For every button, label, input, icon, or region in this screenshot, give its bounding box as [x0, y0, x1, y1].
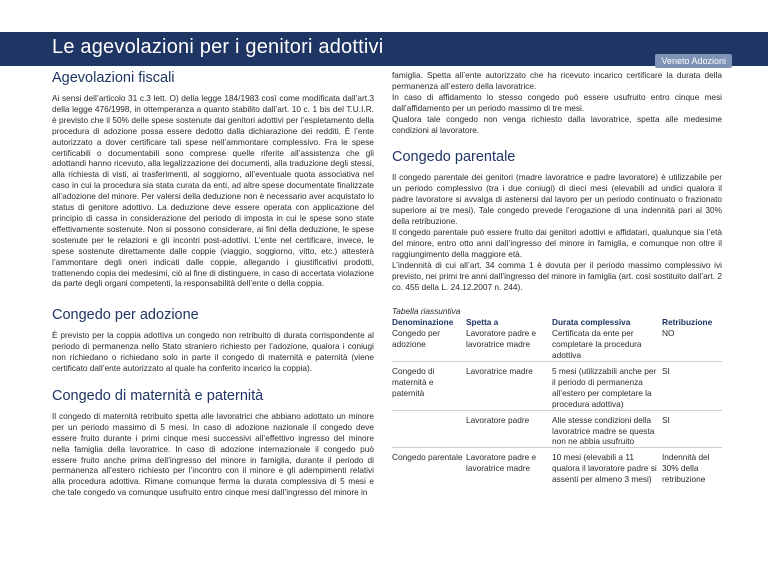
table-cell	[392, 410, 466, 448]
table-cell: Lavoratrice madre	[466, 362, 552, 411]
table-cell: Lavoratore padre	[466, 410, 552, 448]
table-cell: NO	[662, 328, 675, 339]
table-cell: Lavoratore padre e lavoratrice madre	[466, 448, 552, 485]
table-cell: Congedo parentale	[392, 448, 466, 485]
heading-congedo-parentale: Congedo parentale	[392, 149, 516, 166]
paragraph-agevolazioni-fiscali: Ai sensi dell’articolo 31 c.3 lett. O) della legge 184/1983 così come modificata dall’art.3 della legge 476/1998, in ottemperanza a quanto stabilito dall’art. 10 c. 1 bis del T.U.I.R. è previsto che il 50% delle spese sostenute dai genitori adottivi per l’espletamento della procedura di adozione possa essere dedotto dalla dichiarazione dei redditi. È l’ente autorizzato a dover certificare tali spese nell’ammontare complessivo. Fra le spese certificabili o documentabili sono comprese quelle riferite all’assistenza che gli adottandi hanno ricevuto, alla legalizzazione dei documenti, alla traduzione degli stessi, alla richiesta di visti, ai trasferimenti, al soggiorno, all’eventuale quota associativa nel caso in cui la procedura sia stata curata da enti, ad altre spese documentate finalizzate all’adozione del minore. Per valersi della deduzione non è necessario aver acquistato lo status di genitore adottivo. La deduzione deve essere operata con applicazione del principio di cassa in considerazione del periodo di imposta in cui le spese sono state effettivamente sostenute. Non si possono considerare, ai fini della deduzione, le spese sostenute per le relazioni e gli incontri post-adottivi. L’ente nel certificare, invece, le spese sostenute direttamente dalle coppie (viaggio, soggiorno, vitto, etc.) attesterà l’ammontare degli oneri indicati dalle coppie, allegando i giustificativi prodotti, trattenendo copia dei medesimi, ciò al fine di distinguere, in caso di accertata violazione da parte degli organi competenti, la responsabilità dell’ente o della coppia.	[52, 93, 374, 289]
table-cell: SI	[662, 362, 722, 411]
brand-badge: Veneto Adozioni	[655, 54, 732, 68]
heading-agevolazioni-fiscali: Agevolazioni fiscali	[52, 70, 175, 86]
left-column	[52, 70, 374, 498]
paragraph-continuation-3: Qualora tale congedo non venga richiesto dalla lavoratrice, spetta alle medesime condizioni al lavoratore.	[392, 113, 722, 135]
table-cell: 5 mesi (utilizzabili anche per il periodo di permanenza all’estero per completare la procedura adottiva)	[552, 362, 662, 411]
paragraph-parentale-3: L’indennità di cui all’art. 34 comma 1 è dovuta per il periodo massimo complessivo ivi previsto, nei primi tre anni dall’ingresso del minore in famiglia (art. così sostituito dall’art. 2 co. 455 della L. 24.12.2007 n. 244).	[392, 259, 722, 292]
paragraph-parentale-1: Il congedo parentale dei genitori (madre lavoratrice e padre lavoratore) è utilizzabile per un periodo complessivo (tra i due coniugi) di dieci mesi (elevabili ad undici qualora il padre lavoratore si avvalga di astenersi dal lavoro per un periodo continuato o frazionato superiore ai tre mesi). Tale congedo prevede l’erogazione di una indennità pari al 30% della retribuzione.	[392, 172, 722, 227]
paragraph-continuation-2: In caso di affidamento lo stesso congedo può essere usufruito entro cinque mesi dall’affidamento per un periodo massimo di tre mesi.	[392, 91, 722, 113]
table-row	[392, 328, 722, 361]
table-cell: Congedo per adozione	[392, 328, 440, 350]
table-row	[392, 410, 722, 448]
summary-table	[392, 317, 722, 485]
table-row	[392, 362, 722, 411]
right-column	[392, 70, 722, 485]
table-cell: Certificata da ente per completare la procedura adottiva	[552, 328, 642, 361]
table-caption: Tabella riassuntiva	[392, 306, 461, 317]
heading-congedo-adozione: Congedo per adozione	[52, 307, 199, 324]
page-title: Le agevolazioni per i genitori adottivi	[52, 36, 384, 58]
table-cell: SI	[662, 410, 722, 448]
paragraph-continuation-1: famiglia. Spetta all’ente autorizzato che ha ricevuto incarico certificare la durata della permanenza all’estero della lavoratrice.	[392, 70, 722, 91]
table-header-row	[392, 317, 722, 328]
table-cell: Lavoratore padre e lavoratrice madre	[466, 328, 537, 350]
table-cell: Congedo di maternità e paternità	[392, 362, 466, 411]
paragraph-congedo-adozione: È previsto per la coppia adottiva un congedo non retribuito di durata corrispondente al periodo di permanenza nello Stato straniero richiesto per l’adozione, qualora i coniugi non richiedano o richiedano solo in parte il congedo di maternità e paternità (viene certificato dall’ente autorizzato al quale ha conferito incarico la coppia).	[52, 330, 374, 374]
paragraph-parentale-2: Il congedo parentale può essere fruito dai genitori adottivi e affidatari, qualunque sia l’età del minore, entro otto anni dall’ingresso del minore in famiglia, e comunque non oltre il raggiungimento della maggiore età.	[392, 226, 722, 259]
table-cell: Indennità del 30% della retribuzione	[662, 448, 722, 485]
heading-congedo-maternita: Congedo di maternità e paternità	[52, 387, 264, 404]
column-header: Durata complessiva	[552, 317, 631, 328]
paragraph-congedo-maternita: Il congedo di maternità retribuito spetta alle lavoratrici che abbiano adottato un minore per un periodo massimo di 5 mesi. In caso di adozione nazionale il congedo deve essere fruito durante i primi cinque mesi successivi all’effettivo ingresso del minore nella famiglia della lavoratrice. In caso di adozione internazionale il congedo può essere fruito anche prima dell’ingresso del minore in famiglia, durante il periodo di permanenza all’estero richiesto per l’incontro con il minore e gli adempimenti relativi alla procedura adottiva. Rimane comunque ferma la durata complessiva di 5 mesi e che tale congedo va comunque usufruito entro cinque mesi dall’ingresso del minore in	[52, 410, 374, 498]
table-cell: Alle stesse condizioni della lavoratrice madre se questa non ne abbia usufruito	[552, 410, 662, 448]
column-header: Denominazione	[392, 317, 454, 328]
table-row	[392, 448, 722, 485]
column-header: Retribuzione	[662, 317, 713, 328]
table-cell: 10 mesi (elevabili a 11 qualora il lavoratore padre si assenti per almeno 3 mesi)	[552, 448, 662, 485]
page-header	[0, 32, 768, 66]
column-header: Spetta a	[466, 317, 499, 328]
